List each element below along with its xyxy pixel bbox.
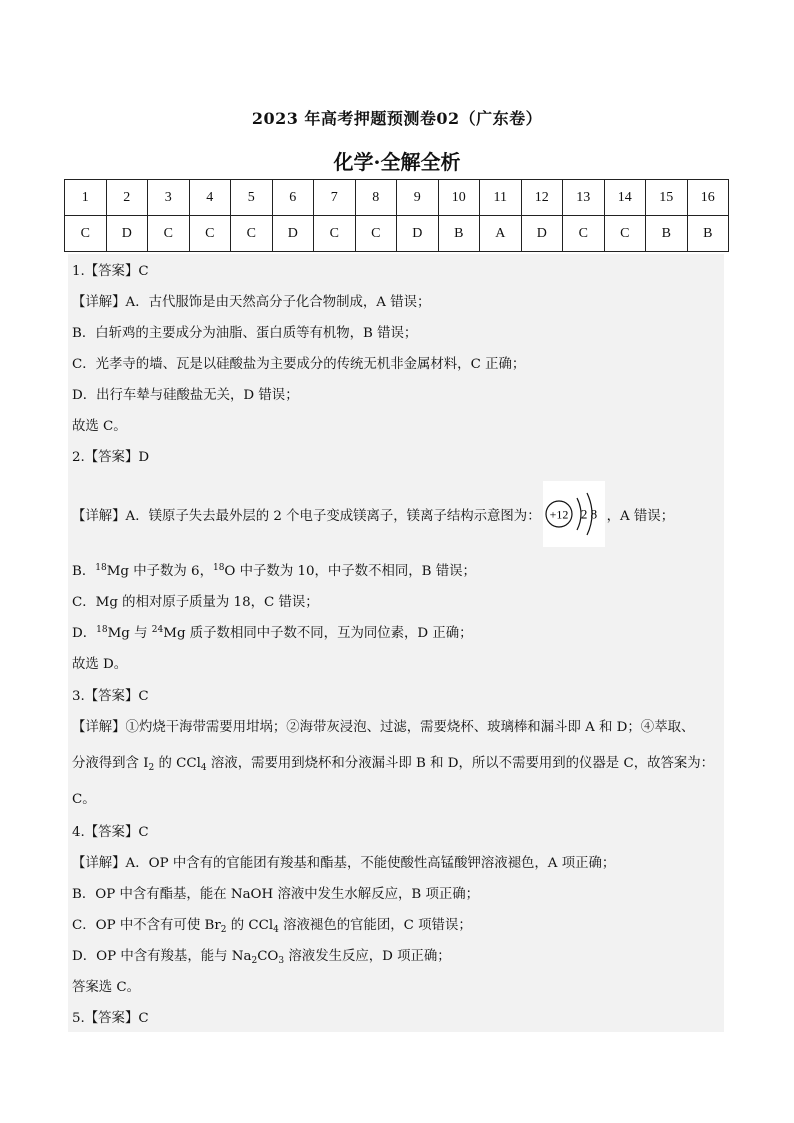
- question-number-cell: 1: [65, 180, 107, 216]
- q4-option-c: C．OP 中不含有可使 $Br_2$ 的 CCl$_4$ 溶液褪色的官能团，C 项错误；: [72, 918, 472, 935]
- answer-cell: B: [687, 216, 729, 252]
- q4-conclusion: 答案选 C。: [72, 980, 141, 995]
- q4-option-b: B．OP 中含有酯基，能在 NaOH 溶液中发生水解反应，B 项正确；: [72, 887, 480, 902]
- answer-cell: D: [521, 216, 563, 252]
- question-number-cell: 4: [189, 180, 231, 216]
- answer-cell: D: [397, 216, 439, 252]
- q2-option-d: D．$^{18}$Mg 与 $^{24}$Mg 质子数相同中子数不同，互为同位素，D 正确；: [72, 625, 473, 641]
- answer-cell: B: [438, 216, 480, 252]
- q2-option-c: C．Mg 的相对原子质量为 18，C 错误；: [72, 595, 319, 610]
- answer-cell: D: [272, 216, 314, 252]
- question-number-cell: 11: [480, 180, 522, 216]
- answer-key-table: [64, 179, 729, 252]
- ion-shell-electrons: 2 8: [580, 506, 597, 522]
- q2-answer: 2.【答案】D: [72, 450, 150, 465]
- q4-option-d: D．OP 中含有羧基，能与 $Na_2CO_3$ 溶液发生反应，D 项正确；: [72, 949, 451, 966]
- q2-option-b: B．$^{18}$Mg 中子数为 6，$^{18}$O 中子数为 10，中子数不相同，B 错误；: [72, 563, 476, 579]
- answer-cell: C: [314, 216, 356, 252]
- answer-row: [65, 216, 729, 252]
- answer-cell: A: [480, 216, 522, 252]
- q3-detail-line1: 【详解】①灼烧干海带需要用坩埚；②海带灰浸泡、过滤，需要烧杯、玻璃棒和漏斗即 A 和 D；④萃取、: [72, 720, 695, 735]
- question-number-cell: 15: [646, 180, 688, 216]
- answer-cell: C: [148, 216, 190, 252]
- q1-option-b: B．白斩鸡的主要成分为油脂、蛋白质等有机物，B 错误；: [72, 326, 418, 341]
- q1-conclusion: 故选 C。: [72, 419, 127, 434]
- question-number-cell: 2: [106, 180, 148, 216]
- question-number-cell: 13: [563, 180, 605, 216]
- question-number-cell: 6: [272, 180, 314, 216]
- answer-cell: C: [189, 216, 231, 252]
- q1-option-d: D．出行车辇与硅酸盐无关，D 错误；: [72, 388, 299, 403]
- q1-detail-a: 【详解】A．古代服饰是由天然高分子化合物制成，A 错误；: [72, 295, 431, 310]
- paper-title: 2023 年高考押题预测卷02（广东卷）: [251, 109, 543, 128]
- q2-detail-a-text: 【详解】A．镁原子失去最外层的 2 个电子变成镁离子，镁离子结构示意图为：: [72, 508, 541, 524]
- question-number-cell: 14: [604, 180, 646, 216]
- answer-cell: C: [563, 216, 605, 252]
- magnesium-ion-structure-diagram: [543, 481, 605, 547]
- paper-subtitle: 化学·全解全析: [333, 150, 461, 174]
- q5-answer: 5.【答案】C: [72, 1011, 149, 1026]
- question-number-cell: 12: [521, 180, 563, 216]
- q2-detail-a: [72, 480, 674, 548]
- answer-cell: C: [604, 216, 646, 252]
- question-number-cell: 8: [355, 180, 397, 216]
- answer-cell: C: [355, 216, 397, 252]
- q4-detail-a: 【详解】A．OP 中含有的官能团有羧基和酯基，不能使酸性高锰酸钾溶液褪色，A 项正确；: [72, 856, 616, 871]
- q1-answer: 1.【答案】C: [72, 264, 149, 279]
- question-number-cell: 10: [438, 180, 480, 216]
- q3-detail-line3: C。: [72, 792, 96, 807]
- ion-nucleus-charge: +12: [549, 507, 568, 522]
- answer-cell: C: [65, 216, 107, 252]
- q3-answer: 3.【答案】C: [72, 689, 149, 704]
- q1-option-c: C．光孝寺的墙、瓦是以硅酸盐为主要成分的传统无机非金属材料，C 正确；: [72, 357, 526, 372]
- question-number-cell: 16: [687, 180, 729, 216]
- q4-answer: 4.【答案】C: [72, 825, 149, 840]
- answer-cell: B: [646, 216, 688, 252]
- question-number-cell: 7: [314, 180, 356, 216]
- solutions-section: [68, 254, 724, 1032]
- answer-cell: C: [231, 216, 273, 252]
- question-number-row: [65, 180, 729, 216]
- answer-cell: D: [106, 216, 148, 252]
- question-number-cell: 9: [397, 180, 439, 216]
- q3-detail-line2: 分液得到含 $I_2$ 的 CCl$_4$ 溶液，需要用到烧杯和分液漏斗即 B 和 D，所以不需要用到的仪器是 C，故答案为：: [72, 756, 715, 773]
- q2-conclusion: 故选 D。: [72, 657, 128, 672]
- question-number-cell: 5: [231, 180, 273, 216]
- question-number-cell: 3: [148, 180, 190, 216]
- q2-detail-a-verdict: ，A 错误；: [606, 508, 675, 524]
